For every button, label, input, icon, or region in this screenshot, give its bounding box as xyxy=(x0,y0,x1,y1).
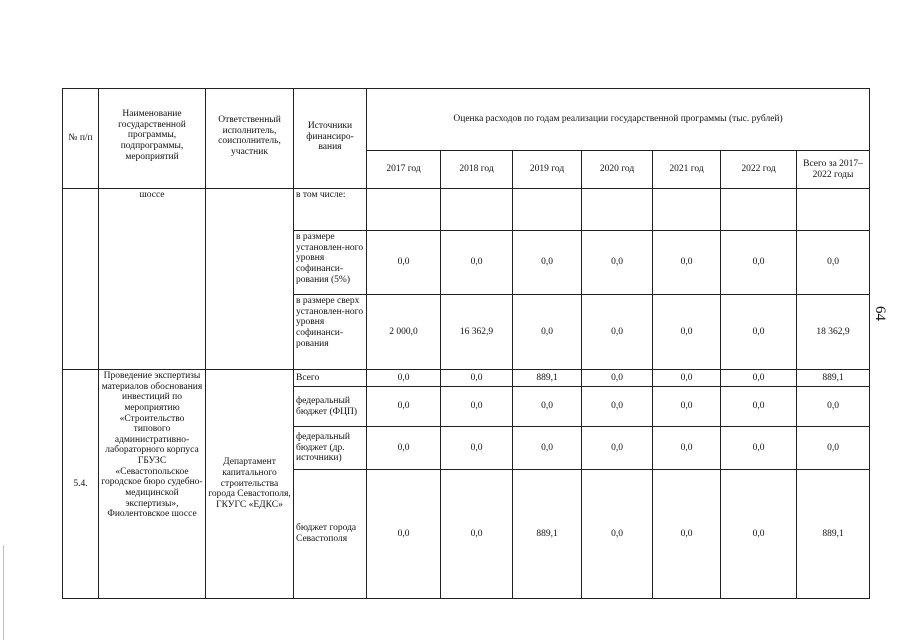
table-row xyxy=(63,189,870,231)
value-cell: 0,0 xyxy=(441,231,513,295)
value-cell xyxy=(441,189,513,231)
source-label: федеральный бюджет (др. источники) xyxy=(294,427,367,470)
value-cell: 16 362,9 xyxy=(441,295,513,370)
value-cell: 889,1 xyxy=(513,470,582,599)
table-row xyxy=(63,370,870,387)
value-cell: 0,0 xyxy=(441,427,513,470)
value-cell: 889,1 xyxy=(797,370,870,387)
value-cell: 0,0 xyxy=(797,427,870,470)
item-name: Проведение экспертизы материалов обоснования инвестиций по мероприятию «Строительство типового административно-лабораторного корпуса ГБУЗС «Севастопольское городское бюро судебно-медицинской экспертизы», Фиолентовское шоссе xyxy=(99,370,206,599)
header-year-2020: 2020 год xyxy=(582,151,653,189)
item-responsible: Департамент капитального строительства города Севастополя, ГКУГС «ЕДКС» xyxy=(206,370,294,599)
value-cell xyxy=(653,189,721,231)
value-cell: 0,0 xyxy=(721,231,797,295)
value-cell: 0,0 xyxy=(367,470,441,599)
header-estimate: Оценка расходов по годам реализации государственной программы (тыс. рублей) xyxy=(367,89,870,151)
value-cell: 2 000,0 xyxy=(367,295,441,370)
value-cell: 0,0 xyxy=(513,295,582,370)
value-cell: 0,0 xyxy=(513,387,582,427)
value-cell: 0,0 xyxy=(513,231,582,295)
source-label: Всего xyxy=(294,370,367,387)
value-cell: 0,0 xyxy=(653,295,721,370)
value-cell: 0,0 xyxy=(721,470,797,599)
value-cell: 889,1 xyxy=(513,370,582,387)
source-label: в размере сверх установлен-ного уровня софинанси-рования xyxy=(294,295,367,370)
header-total: Всего за 2017–2022 годы xyxy=(797,151,870,189)
header-responsible: Ответственный исполнитель, соисполнитель, участник xyxy=(206,89,294,189)
value-cell: 0,0 xyxy=(653,427,721,470)
source-label: в размере установлен-ного уровня софинанси-рования (5%) xyxy=(294,231,367,295)
value-cell xyxy=(797,189,870,231)
value-cell: 0,0 xyxy=(582,470,653,599)
value-cell: 0,0 xyxy=(441,470,513,599)
value-cell: 0,0 xyxy=(721,370,797,387)
value-cell: 0,0 xyxy=(653,387,721,427)
header-row xyxy=(63,89,870,151)
header-year-2017: 2017 год xyxy=(367,151,441,189)
scan-edge-line xyxy=(3,545,4,640)
value-cell: 0,0 xyxy=(441,370,513,387)
item-num: 5.4. xyxy=(63,370,99,599)
source-label: федеральный бюджет (ФЦП) xyxy=(294,387,367,427)
value-cell: 0,0 xyxy=(513,427,582,470)
budget-table xyxy=(62,88,870,599)
value-cell: 18 362,9 xyxy=(797,295,870,370)
header-year-2018: 2018 год xyxy=(441,151,513,189)
page-number: 64 xyxy=(872,306,888,321)
program-name: шоссе xyxy=(99,189,206,370)
value-cell: 0,0 xyxy=(582,295,653,370)
value-cell: 0,0 xyxy=(653,470,721,599)
source-label: бюджет города Севастополя xyxy=(294,470,367,599)
value-cell: 0,0 xyxy=(582,231,653,295)
value-cell: 0,0 xyxy=(721,387,797,427)
value-cell: 0,0 xyxy=(653,370,721,387)
header-year-2021: 2021 год xyxy=(653,151,721,189)
value-cell: 0,0 xyxy=(367,231,441,295)
header-year-2019: 2019 год xyxy=(513,151,582,189)
header-sources: Источники финансиро-вания xyxy=(294,89,367,189)
value-cell xyxy=(513,189,582,231)
value-cell: 0,0 xyxy=(721,427,797,470)
value-cell: 0,0 xyxy=(797,231,870,295)
value-cell: 0,0 xyxy=(367,427,441,470)
value-cell: 0,0 xyxy=(582,370,653,387)
value-cell: 0,0 xyxy=(441,387,513,427)
value-cell: 0,0 xyxy=(367,370,441,387)
source-label: в том числе: xyxy=(294,189,367,231)
value-cell: 0,0 xyxy=(721,295,797,370)
value-cell: 0,0 xyxy=(653,231,721,295)
header-name: Наименование государственной программы, подпрограммы, мероприятий xyxy=(99,89,206,189)
value-cell: 0,0 xyxy=(367,387,441,427)
responsible-cell xyxy=(206,189,294,370)
num-cell xyxy=(63,189,99,370)
header-year-2022: 2022 год xyxy=(721,151,797,189)
value-cell: 889,1 xyxy=(797,470,870,599)
value-cell: 0,0 xyxy=(582,387,653,427)
value-cell xyxy=(582,189,653,231)
value-cell: 0,0 xyxy=(797,387,870,427)
value-cell xyxy=(367,189,441,231)
value-cell: 0,0 xyxy=(582,427,653,470)
header-num: № п/п xyxy=(63,89,99,189)
value-cell xyxy=(721,189,797,231)
